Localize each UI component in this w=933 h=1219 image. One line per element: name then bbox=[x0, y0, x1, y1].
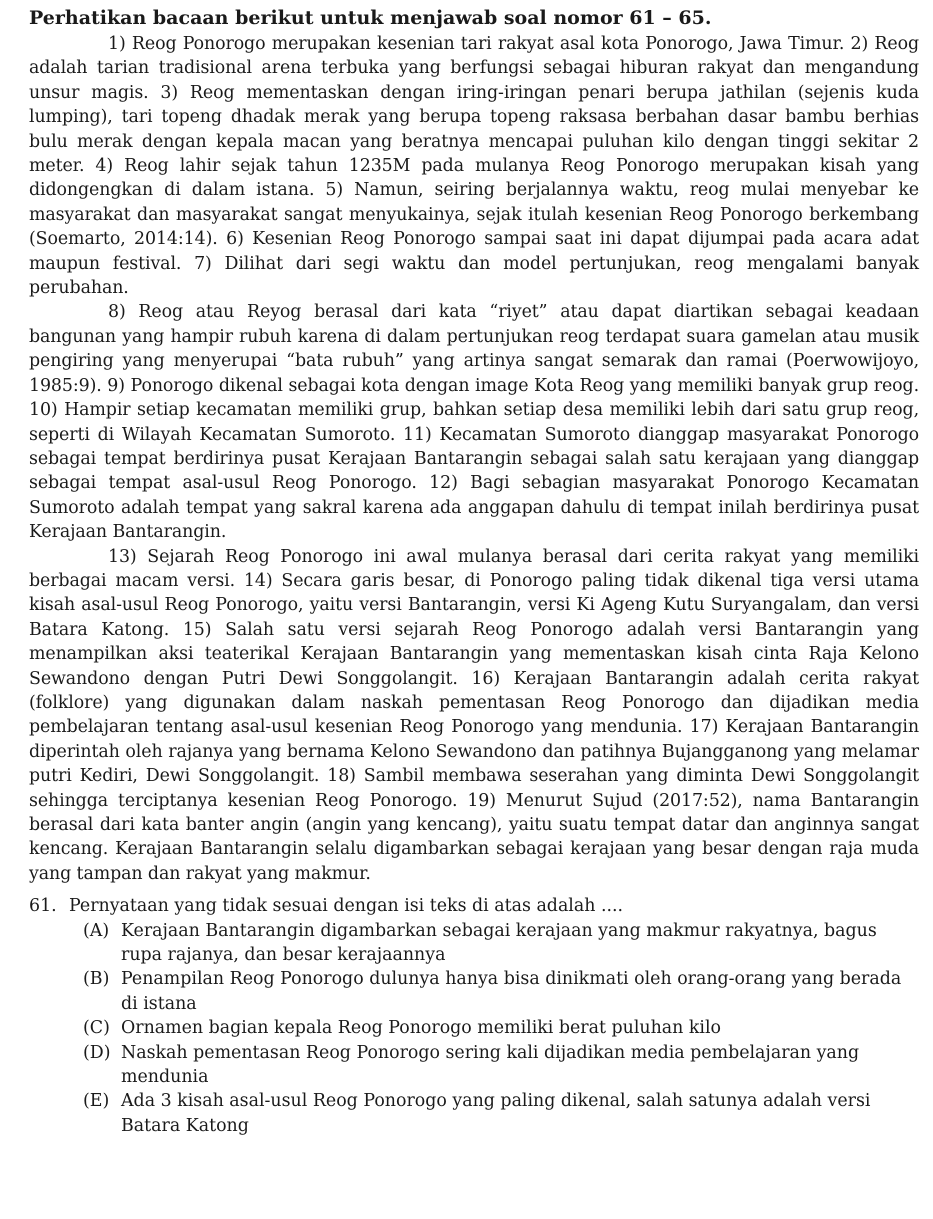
question-number: 61. bbox=[29, 896, 57, 917]
option-letter: (D) bbox=[83, 1042, 111, 1063]
option-letter: (C) bbox=[83, 1018, 110, 1039]
option-letter: (E) bbox=[83, 1091, 110, 1112]
option-letter: (B) bbox=[83, 969, 110, 990]
reading-passage bbox=[29, 32, 919, 886]
question-text: Pernyataan yang tidak sesuai dengan isi teks di atas adalah .... bbox=[69, 896, 624, 917]
option-text: Naskah pementasan Reog Ponorogo sering kali dijadikan media pembelajaran yang mendunia bbox=[121, 1042, 860, 1088]
option-d[interactable] bbox=[83, 1041, 919, 1090]
option-b[interactable] bbox=[83, 967, 919, 1016]
instruction-heading: Perhatikan bacaan berikut untuk menjawab soal nomor 61 – 65. bbox=[29, 7, 712, 29]
passage-paragraph-3: 13) Sejarah Reog Ponorogo ini awal mulanya berasal dari cerita rakyat yang memiliki berbagai macam versi. 14) Secara garis besar, di Ponorogo paling tidak dikenal tiga versi utama kisah asal-usul Reog Ponorogo, yaitu versi Bantarangin, versi Ki Ageng Kutu Suryangalam, dan versi Batara Katong. 15) Salah satu versi sejarah Reog Ponorogo adalah versi Bantarangin yang menampilkan aksi teaterikal Kerajaan Bantarangin yang mementaskan kisah cinta Raja Kelono Sewandono dengan Putri Dewi Songgolangit. 16) Kerajaan Bantarangin adalah cerita rakyat (folklore) yang digunakan dalam naskah pementasan Reog Ponorogo dan dijadikan media pembelajaran tentang asal-usul kesenian Reog Ponorogo yang mendunia. 17) Kerajaan Bantarangin diperintah oleh rajanya yang bernama Kelono Sewandono dan patihnya Bujangganong yang melamar putri Kediri, Dewi Songgolangit. 18) Sambil membawa seserahan yang diminta Dewi Songgolangit sehingga terciptanya kesenian Reog Ponorogo. 19) Menurut Sujud (2017:52), nama Bantarangin berasal dari kata banter angin (angin yang kencang), yaitu suatu tempat datar dan anginnya sangat kencang. Kerajaan Bantarangin selalu digambarkan sebagai kerajaan yang besar dengan raja muda yang tampan dan rakyat yang makmur. bbox=[29, 546, 919, 884]
option-text: Ornamen bagian kepala Reog Ponorogo memiliki berat puluhan kilo bbox=[121, 1018, 722, 1039]
answer-options bbox=[83, 919, 919, 1139]
question-stem bbox=[29, 894, 919, 918]
passage-paragraph-2: 8) Reog atau Reyog berasal dari kata “riyet” atau dapat diartikan sebagai keadaan bangunan yang hampir rubuh karena di dalam pertunjukan reog terdapat suara gamelan atau musik pengiring yang menyerupai “bata rubuh” yang artinya sangat semarak dan ramai (Poerwowijoyo, 1985:9). 9) Ponorogo dikenal sebagai kota dengan image Kota Reog yang memiliki banyak grup reog. 10) Hampir setiap kecamatan memiliki grup, bahkan setiap desa memiliki lebih dari satu grup reog, seperti di Wilayah Kecamatan Sumoroto. 11) Kecamatan Sumoroto dianggap masyarakat Ponorogo sebagai tempat berdirinya pusat Kerajaan Bantarangin sebagai salah satu kerajaan yang dianggap sebagai tempat asal-usul Reog Ponorogo. 12) Bagi sebagian masyarakat Ponorogo Kecamatan Sumoroto adalah tempat yang sakral karena ada anggapan dahulu di tempat inilah berdirinya pusat Kerajaan Bantarangin. bbox=[29, 302, 919, 543]
option-text: Ada 3 kisah asal-usul Reog Ponorogo yang paling dikenal, salah satunya adalah versi Batara Katong bbox=[121, 1091, 871, 1136]
option-a[interactable] bbox=[83, 919, 919, 968]
option-c[interactable] bbox=[83, 1016, 919, 1040]
passage-paragraph-1: 1) Reog Ponorogo merupakan kesenian tari rakyat asal kota Ponorogo, Jawa Timur. 2) Reog adalah tarian tradisional arena terbuka yang berfungsi sebagai hiburan rakyat dan mengandung unsur magis. 3) Reog mementaskan dengan iring-iringan penari berupa jathilan (sejenis kuda lumping), tari topeng dhadak merak yang berupa topeng raksasa berbahan dasar bambu berhias bulu merak dengan kepala macan yang beratnya mencapai puluhan kilo dengan tinggi sekitar 2 meter. 4) Reog lahir sejak tahun 1235M pada mulanya Reog Ponorogo merupakan kisah yang didongengkan di dalam istana. 5) Namun, seiring berjalannya waktu, reog mulai menyebar ke masyarakat dan masyarakat sangat menyukainya, sejak itulah kesenian Reog Ponorogo berkembang (Soemarto, 2014:14). 6) Kesenian Reog Ponorogo sampai saat ini dapat dijumpai pada acara adat maupun festival. 7) Dilihat dari segi waktu dan model pertunjukan, reog mengalami banyak perubahan. bbox=[29, 34, 919, 299]
option-letter: (A) bbox=[83, 920, 110, 941]
option-text: Penampilan Reog Ponorogo dulunya hanya bisa dinikmati oleh orang-orang yang berada di istana bbox=[121, 969, 902, 1014]
question-61 bbox=[29, 894, 919, 1138]
option-e[interactable] bbox=[83, 1089, 919, 1138]
option-text: Kerajaan Bantarangin digambarkan sebagai kerajaan yang makmur rakyatnya, bagus rupa rajanya, dan besar kerajaannya bbox=[121, 920, 877, 966]
